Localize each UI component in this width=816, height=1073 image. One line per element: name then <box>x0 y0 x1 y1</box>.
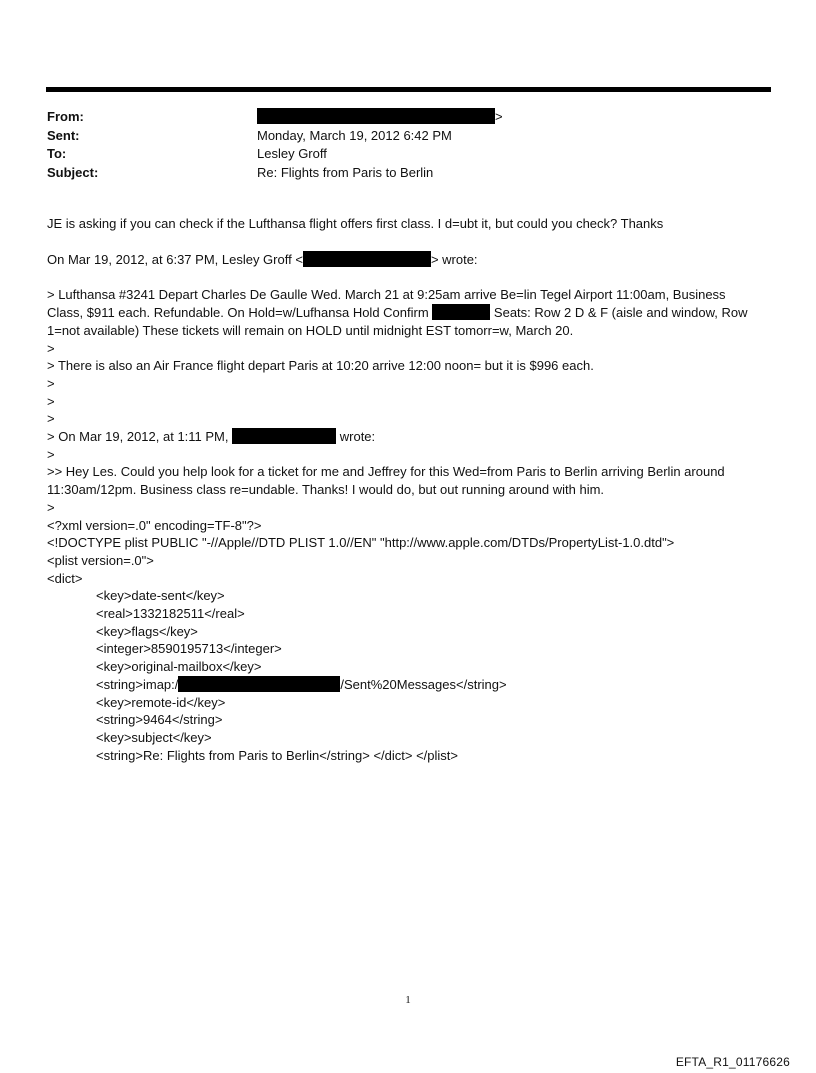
body-line <box>47 676 772 694</box>
page-number: 1 <box>405 994 411 1006</box>
body-line: JE is asking if you can check if the Lufthansa flight offers first class. I d=ubt it, but could you check? Thanks <box>47 216 664 231</box>
from-value <box>257 108 503 127</box>
body-line: <real>1332182511</real> <box>96 606 245 622</box>
body-line: > <box>47 446 55 462</box>
body-line: > There is also an Air France flight depart Paris at 10:20 arrive 12:00 noon= but it is $996 each. <box>47 358 594 374</box>
body-line <box>47 428 772 446</box>
body-line <box>47 304 772 322</box>
to-row <box>47 145 767 164</box>
redaction-box <box>432 304 490 320</box>
body-line: <string>9464</string> <box>96 712 223 728</box>
body-line: <plist version=.0"> <box>47 552 154 568</box>
body-line: <string>Re: Flights from Paris to Berlin</string> </dict> </plist> <box>96 747 458 763</box>
subject-row <box>47 164 767 183</box>
body-line: 1=not available) These tickets will remain on HOLD until midnight EST tomorr=w, March 20. <box>47 322 574 338</box>
body-line: > <box>47 340 55 356</box>
sent-row <box>47 127 767 146</box>
body-line: <key>flags</key> <box>96 623 198 639</box>
body-line: > <box>47 375 55 391</box>
text-span: On Mar 19, 2012, at 6:37 PM, Lesley Groff < <box>47 251 303 267</box>
sent-label: Sent: <box>47 127 80 143</box>
redaction-box <box>178 676 340 692</box>
to-value: Lesley Groff <box>257 146 327 161</box>
body-line: <dict> <box>47 570 83 586</box>
redaction-box <box>232 428 336 444</box>
sent-value: Monday, March 19, 2012 6:42 PM <box>257 127 452 143</box>
text-span: > wrote: <box>430 251 478 267</box>
text-span: > On Mar 19, 2012, at 1:11 PM, <box>47 429 229 445</box>
body-line: >> Hey Les. Could you help look for a ticket for me and Jeffrey for this Wed=from Paris to Berlin arriving Berlin around <box>47 464 725 480</box>
body-line: > <box>47 411 55 427</box>
email-header <box>47 108 767 182</box>
subject-value: Re: Flights from Paris to Berlin <box>257 164 434 180</box>
body-line: <integer>8590195713</integer> <box>96 641 282 657</box>
body-line: > Lufthansa #3241 Depart Charles De Gaulle Wed. March 21 at 9:25am arrive Be=lin Tegel Airport 11:00am, Business <box>47 287 726 303</box>
header-rule <box>46 87 771 92</box>
email-body <box>47 215 772 764</box>
body-line: > <box>47 499 55 515</box>
body-line <box>47 251 772 269</box>
text-span: <string>imap:/ <box>96 676 179 692</box>
text-span: wrote: <box>339 429 376 445</box>
body-line: > <box>47 393 55 409</box>
redaction-box <box>303 251 431 267</box>
body-line: <key>subject</key> <box>96 729 212 745</box>
text-span: /Sent%20Messages</string> <box>340 676 507 692</box>
document-id: EFTA_R1_01176626 <box>675 1055 790 1069</box>
body-line: <!DOCTYPE plist PUBLIC "-//Apple//DTD PLIST 1.0//EN" "http://www.apple.com/DTDs/PropertyList-1.0.dtd"> <box>47 535 675 551</box>
subject-label: Subject: <box>47 164 99 180</box>
from-suffix: > <box>495 109 503 124</box>
from-row <box>47 108 767 127</box>
body-line: 11:30am/12pm. Business class re=undable. Thanks! I would do, but out running around with him. <box>47 482 605 498</box>
text-span: Seats: Row 2 D & F (aisle and window, Row <box>493 305 748 321</box>
text-span: Class, $911 each. Refundable. On Hold=w/Lufhansa Hold Confirm <box>47 305 429 321</box>
body-line: <key>original-mailbox</key> <box>96 659 262 675</box>
redaction-box <box>257 108 495 124</box>
to-label: To: <box>47 146 67 161</box>
body-line: <key>date-sent</key> <box>96 588 225 604</box>
from-label: From: <box>47 109 84 124</box>
body-line: <?xml version=.0" encoding=TF-8"?> <box>47 517 262 533</box>
body-line: <key>remote-id</key> <box>96 694 226 710</box>
